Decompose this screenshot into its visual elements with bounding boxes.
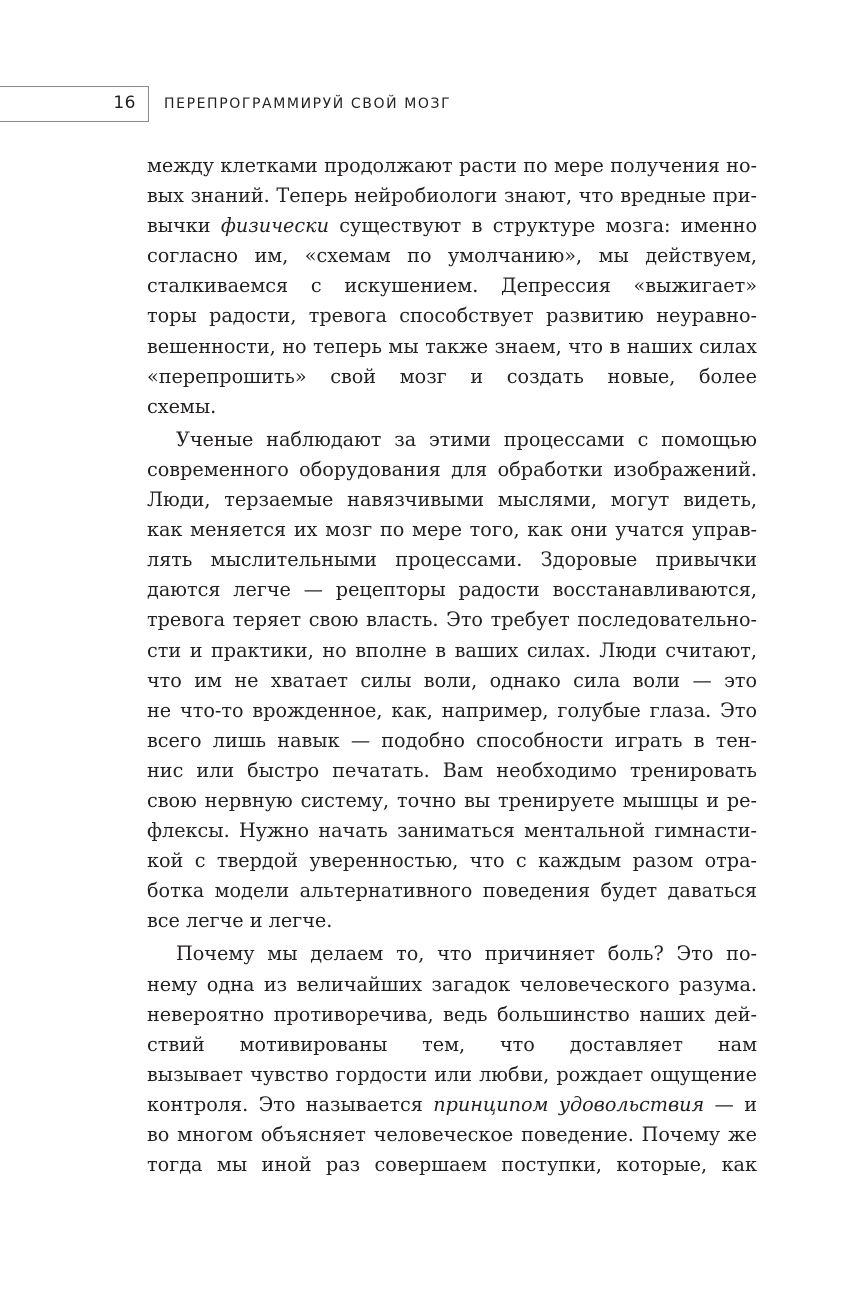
text-line: что им не хватает силы воли, однако сила воли — это xyxy=(147,668,757,692)
text-line: как меняется их мозг по мере того, как они учатся управ- xyxy=(147,518,757,542)
text-line: свою нервную систему, точно вы тренируете мышцы и ре- xyxy=(147,788,757,812)
italic-term: физически xyxy=(220,214,329,238)
text-line: тогда мы иной раз совершаем поступки, которые, как xyxy=(147,1153,757,1177)
text-line: схемы. xyxy=(147,394,217,418)
text-line: флексы. Нужно начать заниматься ментальной гимнасти- xyxy=(147,819,757,843)
text-segment: вычки xyxy=(147,214,221,238)
italic-term: принципом удовольствия xyxy=(433,1092,705,1116)
text-line xyxy=(147,1090,757,1120)
page-number-box xyxy=(0,86,149,122)
paragraph xyxy=(147,939,757,1180)
text-line: согласно им, «схемам по умолчанию», мы действуем, xyxy=(147,244,757,268)
text-line: невероятно противоречива, ведь большинство наших дей- xyxy=(147,1002,757,1026)
running-header xyxy=(0,86,845,126)
text-line: нему одна из величайших загадок человеческого разума. xyxy=(147,972,757,996)
body-text xyxy=(147,151,757,1180)
running-title: ПЕРЕПРОГРАММИРУЙ СВОЙ МОЗГ xyxy=(164,96,452,112)
text-line: ботка модели альтернативного поведения будет даваться xyxy=(147,879,757,903)
text-line: современного оборудования для обработки изображений. xyxy=(147,457,757,481)
text-line: Ученые наблюдают за этими процессами с помощью xyxy=(176,427,757,451)
text-line: вых знаний. Теперь нейробиологи знают, что вредные при- xyxy=(147,184,757,208)
text-line: сти и практики, но вполне в ваших силах. Люди считают, xyxy=(147,638,757,662)
text-line: Почему мы делаем то, что причиняет боль? Это по- xyxy=(176,942,757,966)
text-line: тревога теряет свою власть. Это требует последовательно- xyxy=(147,608,757,632)
paragraph xyxy=(147,151,757,422)
text-line: лять мыслительными процессами. Здоровые привычки xyxy=(147,548,757,572)
text-line: сталкиваемся с искушением. Депрессия «выжигает» xyxy=(147,274,757,298)
text-line: все легче и легче. xyxy=(147,909,333,933)
text-line: даются легче — рецепторы радости восстанавливаются, xyxy=(147,578,757,602)
text-line: Люди, терзаемые навязчивыми мыслями, могут видеть, xyxy=(147,488,757,512)
page-number: 16 xyxy=(113,93,136,113)
text-line: всего лишь навык — подобно способности играть в тен- xyxy=(147,728,757,752)
text-line: вешенности, но теперь мы также знаем, что в наших силах xyxy=(147,334,757,358)
text-line: во многом объясняет человеческое поведение. Почему же xyxy=(147,1123,757,1146)
text-segment: существуют в структуре мозга: именно xyxy=(328,214,757,238)
text-line: кой с твердой уверенностью, что с каждым разом отра- xyxy=(147,849,757,873)
text-line: вызывает чувство гордости или любви, рождает ощущение xyxy=(147,1062,757,1086)
text-line: нис или быстро печатать. Вам необходимо тренировать xyxy=(147,758,757,782)
text-line: торы радости, тревога способствует развитию неуравно- xyxy=(147,304,757,328)
text-line xyxy=(147,211,757,241)
paragraph xyxy=(147,425,757,937)
text-line: ствий мотивированы тем, что доставляет нам xyxy=(147,1032,757,1056)
text-segment: контроля. Это называется xyxy=(147,1092,434,1116)
text-line: между клетками продолжают расти по мере получения но- xyxy=(147,154,757,177)
text-line: не что-то врожденное, как, например, голубые глаза. Это xyxy=(147,698,757,722)
text-line: «перепрошить» свой мозг и создать новые, более xyxy=(147,364,757,388)
text-segment: — и xyxy=(714,1092,757,1116)
